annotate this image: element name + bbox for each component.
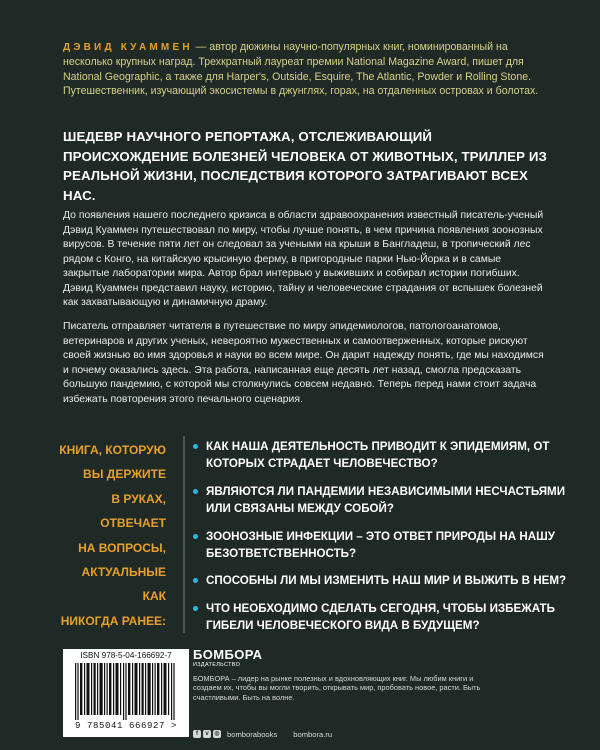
publisher-logo: БОМБОРА — [193, 647, 263, 662]
publisher-block — [193, 648, 493, 702]
social-handle[interactable]: bomborabooks — [227, 729, 278, 739]
questions-intro — [58, 438, 166, 633]
question-text: ЗООНОЗНЫЕ ИНФЕКЦИИ – ЭТО ОТВЕТ ПРИРОДЫ НА НАШУ БЕЗОТВЕТСТВЕННОСТЬ? — [206, 529, 555, 561]
author-bio — [63, 40, 543, 99]
barcode-icon — [75, 663, 177, 720]
bullet-icon — [193, 489, 198, 494]
headline: ШЕДЕВР НАУЧНОГО РЕПОРТАЖА, ОТСЛЕЖИВАЮЩИЙ ПРОИСХОЖДЕНИЕ БОЛЕЗНЕЙ ЧЕЛОВЕКА ОТ ЖИВОТНЫХ, ТРИЛЛЕР ИЗ РЕАЛЬНОЙ ЖИЗНИ, ПОСЛЕДСТВИЯ КОТОРОГО ЗАТРАГИВАЮТ ВСЕХ НАС. — [63, 129, 547, 203]
isbn-label: ISBN 978-5-04-166692-7 — [80, 651, 172, 660]
publisher-description: БОМБОРА – лидер на рынке полезных и вдохновляющих книг. Мы любим книги и создаем их, чтобы вы могли творить, открывать мир, пробовать новое, расти. Быть счастливыми. Быть на волне. — [193, 674, 481, 702]
questions-intro-line: АКТУАЛЬНЫЕ КАК — [81, 565, 166, 604]
questions-list — [193, 438, 573, 645]
description-paragraph-1: До появления нашего последнего кризиса в области здравоохранения известный писатель-ученый Дэвид Куаммен путешествовал по миру, чтобы лучше понять, в чем причина появления зоонозных вирусов. В течение пяти лет он следовал за учеными на крыши в Бангладеш, в тропический лес рядом с Конго, на китайскую крысиную ферму, в пригородные парки Нью-Йорка и в самые закрытые лаборатории мира. Автор брал интервью у выживших и собирал истории погибших. Дэвид Куаммен представил науку, историю, тайну и человеческие страдания от вспышек болезней как захватывающую и динамичную драму. — [63, 210, 544, 309]
question-text: СПОСОБНЫ ЛИ МЫ ИЗМЕНИТЬ НАШ МИР И ВЫЖИТЬ В НЕМ? — [206, 574, 567, 588]
questions-intro-line: НИКОГДА РАНЕЕ: — [60, 613, 166, 628]
bullet-icon — [193, 444, 198, 449]
author-bio-text: — автор дюжины научно-популярных книг, номинированный на несколько крупных наград. Трехкратный лауреат премии National Magazine Award, пишет для National Geographic, а также для Harper's, Outside, Esquire, The Atlantic, Powder и Rolling Stone. Путешественник, изучающий экосистемы в джунглях, горах, на отдаленных островах и болотах. — [63, 41, 539, 98]
questions-intro-line: КНИГА, КОТОРУЮ — [59, 443, 166, 457]
questions-intro-line: В РУКАХ, ОТВЕЧАЕТ — [100, 491, 166, 531]
questions-intro-line: НА ВОПРОСЫ, — [78, 540, 166, 555]
bullet-icon — [193, 534, 198, 539]
social-links — [193, 729, 332, 739]
description-paragraph-2: Писатель отправляет читателя в путешествие по миру эпидемиологов, патологоанатомов, ветеринаров и других ученых, невероятно мужественных и самоотверженных, которые рискуют своей жизнью во имя здоровья и науки во всем мире. Он дарит надежду понять, где мы находимся и почему оказались здесь. Эта работа, написанная еще десять лет назад, смогла предсказать большую пандемию, с которой мы столкнулись совсем недавно. Теперь перед нами стоит задача избежать повторения этого печального сценария. — [63, 321, 544, 405]
vertical-divider — [183, 436, 185, 633]
website-link[interactable]: bombora.ru — [293, 729, 333, 739]
question-item — [193, 528, 573, 563]
question-item — [193, 483, 573, 518]
question-item — [193, 600, 573, 635]
facebook-icon[interactable]: f — [193, 730, 201, 738]
questions-intro-line: ВЫ ДЕРЖИТЕ — [83, 467, 166, 482]
question-item — [193, 572, 573, 589]
bullet-icon — [193, 606, 198, 611]
barcode-number: 9 785041 666927 > — [74, 721, 177, 731]
instagram-icon[interactable]: ◎ — [214, 731, 220, 737]
question-text: КАК НАША ДЕЯТЕЛЬНОСТЬ ПРИВОДИТ К ЭПИДЕМИЯМ, ОТ КОТОРЫХ СТРАДАЕТ ЧЕЛОВЕЧЕСТВО? — [206, 440, 550, 471]
author-name: ДЭВИД КУАММЕН — [63, 42, 193, 53]
publisher-sublabel: ИЗДАТЕЛЬСТВО — [193, 662, 241, 668]
bullet-icon — [193, 578, 198, 583]
question-item — [193, 438, 573, 473]
barcode-block — [63, 649, 189, 737]
question-text: ЧТО НЕОБХОДИМО СДЕЛАТЬ СЕГОДНЯ, ЧТОБЫ ИЗБЕЖАТЬ ГИБЕЛИ ЧЕЛОВЕЧЕСКОГО ВИДА В БУДУЩЕМ? — [206, 601, 555, 633]
question-text: ЯВЛЯЮТСЯ ЛИ ПАНДЕМИИ НЕЗАВИСИМЫМИ НЕСЧАСТЬЯМИ ИЛИ СВЯЗАНЫ МЕЖДУ СОБОЙ? — [206, 484, 566, 516]
vk-icon[interactable]: v — [203, 730, 211, 738]
